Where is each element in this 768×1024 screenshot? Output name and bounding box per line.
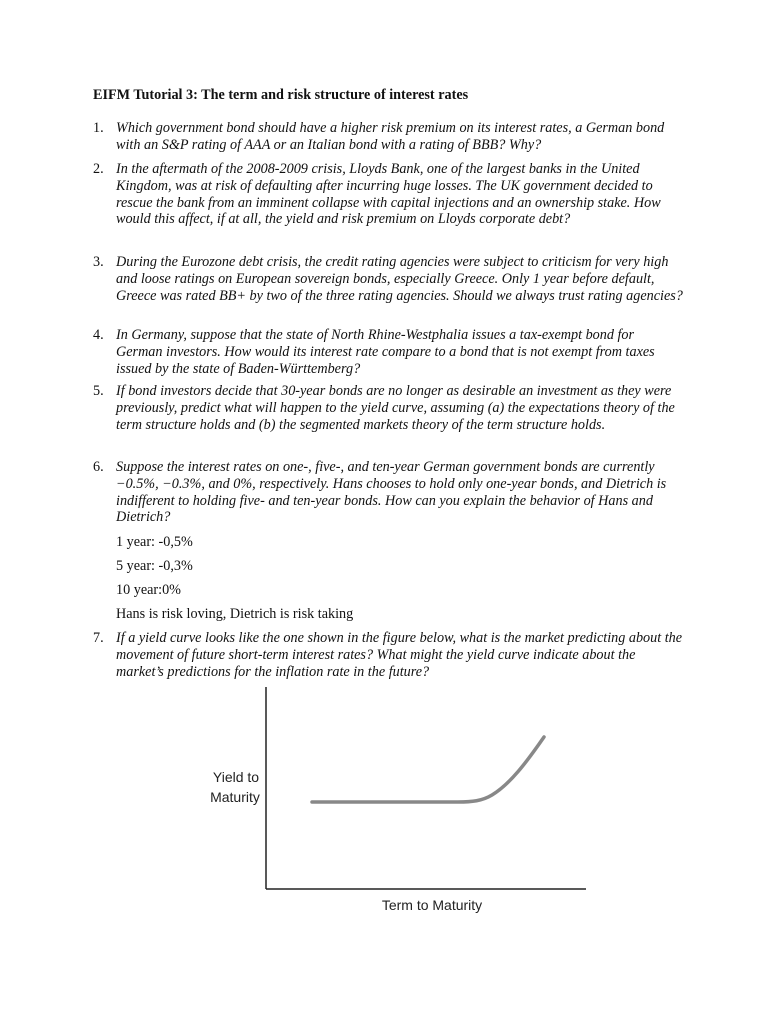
question-text: In Germany, suppose that the state of North Rhine-Westphalia issues a tax-exempt bond for German investors. How would its interest rate compare to a bond that is not exempt from taxes issued by the state of Baden-Württemberg? xyxy=(116,327,655,377)
y-axis-label-line1: Yield to xyxy=(212,769,260,785)
question-text: During the Eurozone debt crisis, the credit rating agencies were subject to criticism for very high and loose ratings on European sovereign bonds, especially Greece. Only 1 year before default, Greece was rated BB+ by two of the three rating agencies. Should we always trust rating agencies? xyxy=(116,254,683,304)
question-number: 7. xyxy=(93,630,104,646)
question-number: 1. xyxy=(93,120,104,136)
question-text: In the aftermath of the 2008-2009 crisis, Lloyds Bank, one of the largest banks in the United Kingdom, was at risk of defaulting after incurring huge losses. The UK government decided to rescue the bank from an imminent collapse with capital injections and an ownership stake. How would this affect, if at all, the yield and risk premium on Lloyds corporate debt? xyxy=(116,161,661,228)
answer-line: 5 year: -0,3% xyxy=(116,558,193,574)
question-1 xyxy=(93,120,683,154)
question-number: 4. xyxy=(93,327,104,343)
x-axis-label: Term to Maturity xyxy=(381,897,483,913)
question-text: Which government bond should have a higher risk premium on its interest rates, a German bond with an S&P rating of AAA or an Italian bond with a rating of BBB? Why? xyxy=(116,120,665,153)
yield-curve-figure xyxy=(200,683,600,923)
question-number: 6. xyxy=(93,459,104,475)
question-5 xyxy=(93,383,683,433)
question-2 xyxy=(93,161,683,228)
question-3 xyxy=(93,254,683,304)
answer-line: 10 year:0% xyxy=(116,582,182,598)
question-text: If bond investors decide that 30-year bonds are no longer as desirable an investment as they were previously, predict what will happen to the yield curve, assuming (a) the expectations theory of the term structure holds and (b) the segmented markets theory of the term structure holds. xyxy=(116,383,675,433)
question-number: 3. xyxy=(93,254,104,270)
y-axis-label-line2: Maturity xyxy=(210,789,260,805)
document-title: EIFM Tutorial 3: The term and risk structure of interest rates xyxy=(93,87,469,103)
answer-line: 1 year: -0,5% xyxy=(116,534,193,550)
question-text: If a yield curve looks like the one shown in the figure below, what is the market predicting about the movement of future short-term interest rates? What might the yield curve indicate about the market’s predictions for the inflation rate in the future? xyxy=(116,630,683,680)
answer-line: Hans is risk loving, Dietrich is risk taking xyxy=(116,606,354,622)
question-number: 2. xyxy=(93,161,104,177)
question-4 xyxy=(93,327,683,377)
question-number: 5. xyxy=(93,383,104,399)
question-7 xyxy=(93,630,683,680)
question-text: Suppose the interest rates on one-, five-, and ten-year German government bonds are currently −0.5%, −0.3%, and 0%, respectively. Hans chooses to hold only one-year bonds, and Dietrich is indifferent to holding five- and ten-year bonds. How can you explain the behavior of Hans and Dietrich? xyxy=(116,459,667,526)
question-6 xyxy=(93,459,683,526)
yield-curve xyxy=(312,737,544,802)
